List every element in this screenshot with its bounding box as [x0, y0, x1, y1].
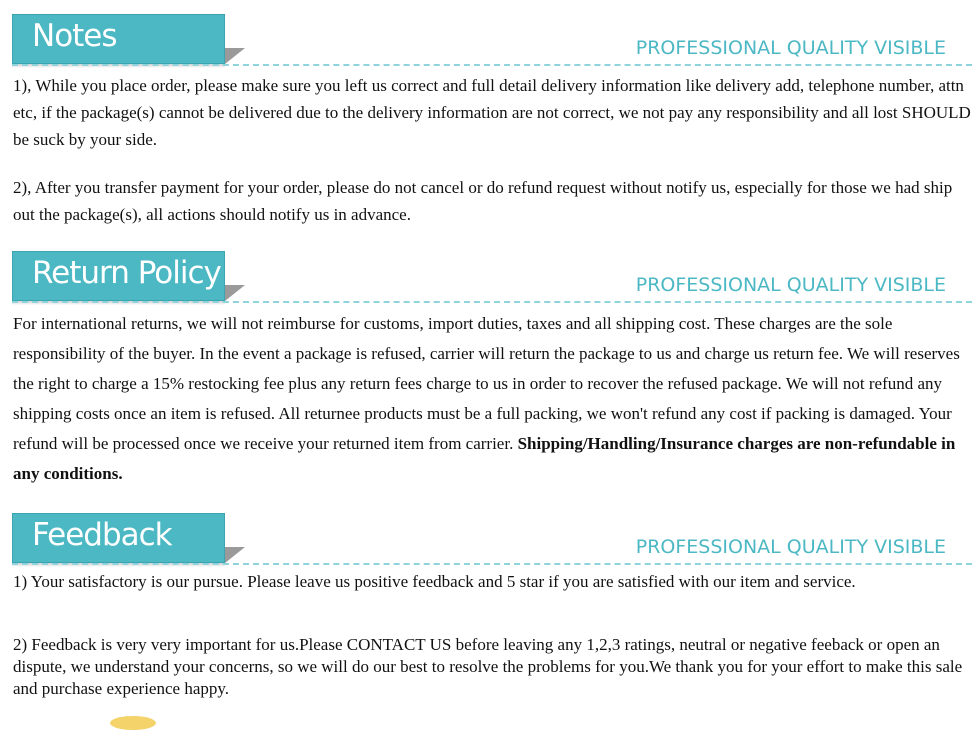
feedback-header — [12, 513, 972, 569]
notes-item-2: 2), After you transfer payment for your order, please do not cancel or do refund request without notify us, especially for those we had ship out the package(s), all actions should notify us in advance. — [13, 178, 953, 224]
notes-tab — [12, 14, 225, 64]
feedback-divider — [12, 563, 972, 565]
return-policy-tab — [12, 251, 225, 301]
notes-title: Notes — [32, 18, 117, 54]
feedback-item-2: 2) Feedback is very very important for us.Please CONTACT US before leaving any 1,2,3 ratings, neutral or negative feeback or open an dispute, we understand your concerns, so we will do our best to resolve the problems for you.We thank you for your effort to make this sale and purchase experience happy. — [13, 635, 963, 698]
return-policy-bold-note: Shipping/Handling/Insurance charges are non-refundable in any conditions. — [13, 434, 956, 483]
return-policy-header — [12, 251, 972, 307]
notes-tab-fold — [225, 48, 245, 64]
notes-item-1: 1), While you place order, please make sure you left us correct and full detail delivery information like delivery add, telephone number, attn etc, if the package(s) cannot be delivered due to the delivery information are not correct, we not pay any responsibility and all lost SHOULD be suck by your side. — [13, 76, 971, 149]
notes-divider — [12, 64, 972, 66]
return-policy-title: Return Policy — [32, 255, 221, 291]
feedback-tagline: PROFESSIONAL QUALITY VISIBLE — [635, 536, 946, 558]
feedback-title: Feedback — [32, 517, 172, 553]
return-policy-body — [13, 309, 971, 489]
decorative-shape — [110, 716, 156, 730]
return-policy-tab-fold — [225, 285, 245, 301]
return-policy-divider — [12, 301, 972, 303]
feedback-item-1: 1) Your satisfactory is our pursue. Please leave us positive feedback and 5 star if you are satisfied with our item and service. — [13, 572, 856, 591]
feedback-tab — [12, 513, 225, 563]
notes-tagline: PROFESSIONAL QUALITY VISIBLE — [635, 37, 946, 59]
feedback-tab-fold — [225, 547, 245, 563]
return-policy-tagline: PROFESSIONAL QUALITY VISIBLE — [635, 274, 946, 296]
notes-header — [12, 14, 972, 70]
return-policy-text: For international returns, we will not reimburse for customs, import duties, taxes and all shipping cost. These charges are the sole responsibility of the buyer. In the event a package is refused, carrier will return the package to us and charge us return fee. We will reserves the right to charge a 15% restocking fee plus any return fees charge to us in order to recover the refused package. We will not refund any shipping costs once an item is refused. All returnee products must be a full packing, we won't refund any cost if packing is damaged. Your refund will be processed once we receive your returned item from carrier. — [13, 314, 960, 453]
